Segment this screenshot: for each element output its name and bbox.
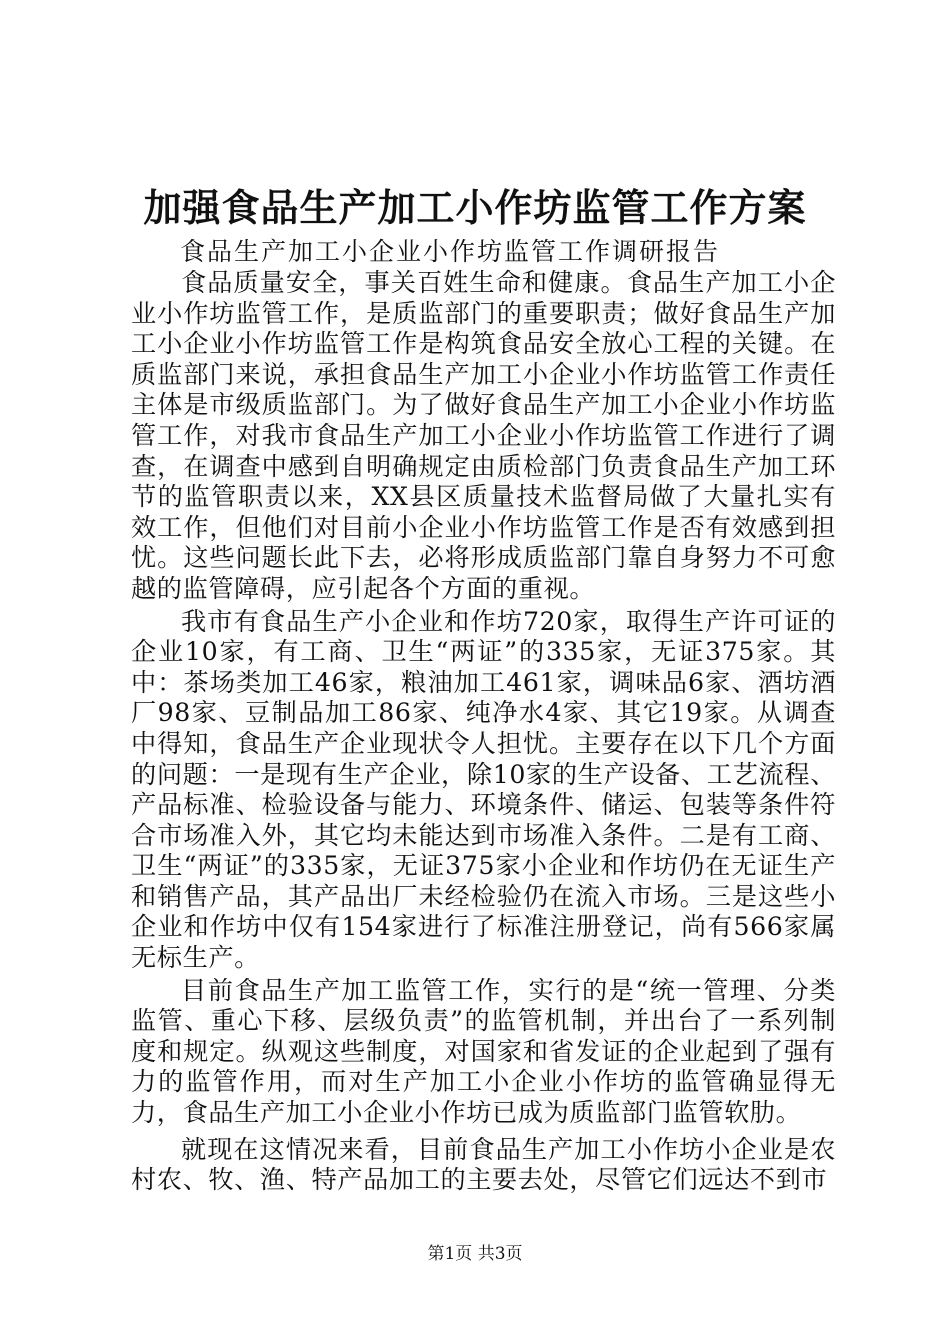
- paragraph: 食品质量安全，事关百姓生命和健康。食品生产加工小企业小作坊监管工作，是质监部门的重要职责；做好食品生产加工小企业小作坊监管工作是构筑食品安全放心工程的关键。在质监部门来说，承担食品生产加工小企业小作坊监管工作责任主体是市级质监部门。为了做好食品生产加工小企业小作坊监管工作，对我市食品生产加工小企业小作坊监管工作进行了调查，在调查中感到自明确规定由质检部门负责食品生产加工环节的监管职责以来，XX县区质量技术监督局做了大量扎实有效工作，但他们对目前小企业小作坊监管工作是否有效感到担忧。这些问题长此下去，必将形成质监部门靠自身努力不可愈越的监管障碍，应引起各个方面的重视。: [131, 268, 836, 603]
- paragraph: 我市有食品生产小企业和作坊720家，取得生产许可证的企业10家，有工商、卫生“两证”的335家，无证375家。其中：茶场类加工46家，粮油加工461家，调味品6家、酒坊酒厂98家、豆制品加工86家、纯净水4家、其它19家。从调查中得知，食品生产企业现状令人担忧。主要存在以下几个方面的问题：一是现有生产企业，除10家的生产设备、工艺流程、产品标准、检验设备与能力、环境条件、储运、包装等条件符合市场准入外，其它均未能达到市场准入条件。二是有工商、卫生“两证”的335家，无证375家小企业和作坊仍在无证生产和销售产品，其产品出厂未经检验仍在流入市场。三是这些小企业和作坊中仅有154家进行了标准注册登记，尚有566家属无标生产。: [131, 606, 836, 973]
- document-body: [131, 268, 836, 1196]
- paragraph: 目前食品生产加工监管工作，实行的是“统一管理、分类监管、重心下移、层级负责”的监管机制，并出台了一系列制度和规定。纵观这些制度，对国家和省发证的企业起到了强有力的监管作用，而对生产加工小企业小作坊的监管确显得无力，食品生产加工小企业小作坊已成为质监部门监管软肋。: [131, 975, 836, 1128]
- document-title: 加强食品生产加工小作坊监管工作方案: [143, 185, 807, 230]
- page-footer: 第1页 共3页: [427, 1244, 523, 1264]
- document-subtitle: 食品生产加工小企业小作坊监管工作调研报告: [180, 237, 721, 266]
- paragraph: 就现在这情况来看，目前食品生产加工小作坊小企业是农村农、牧、渔、特产品加工的主要去处，尽管它们远达不到市: [131, 1134, 836, 1195]
